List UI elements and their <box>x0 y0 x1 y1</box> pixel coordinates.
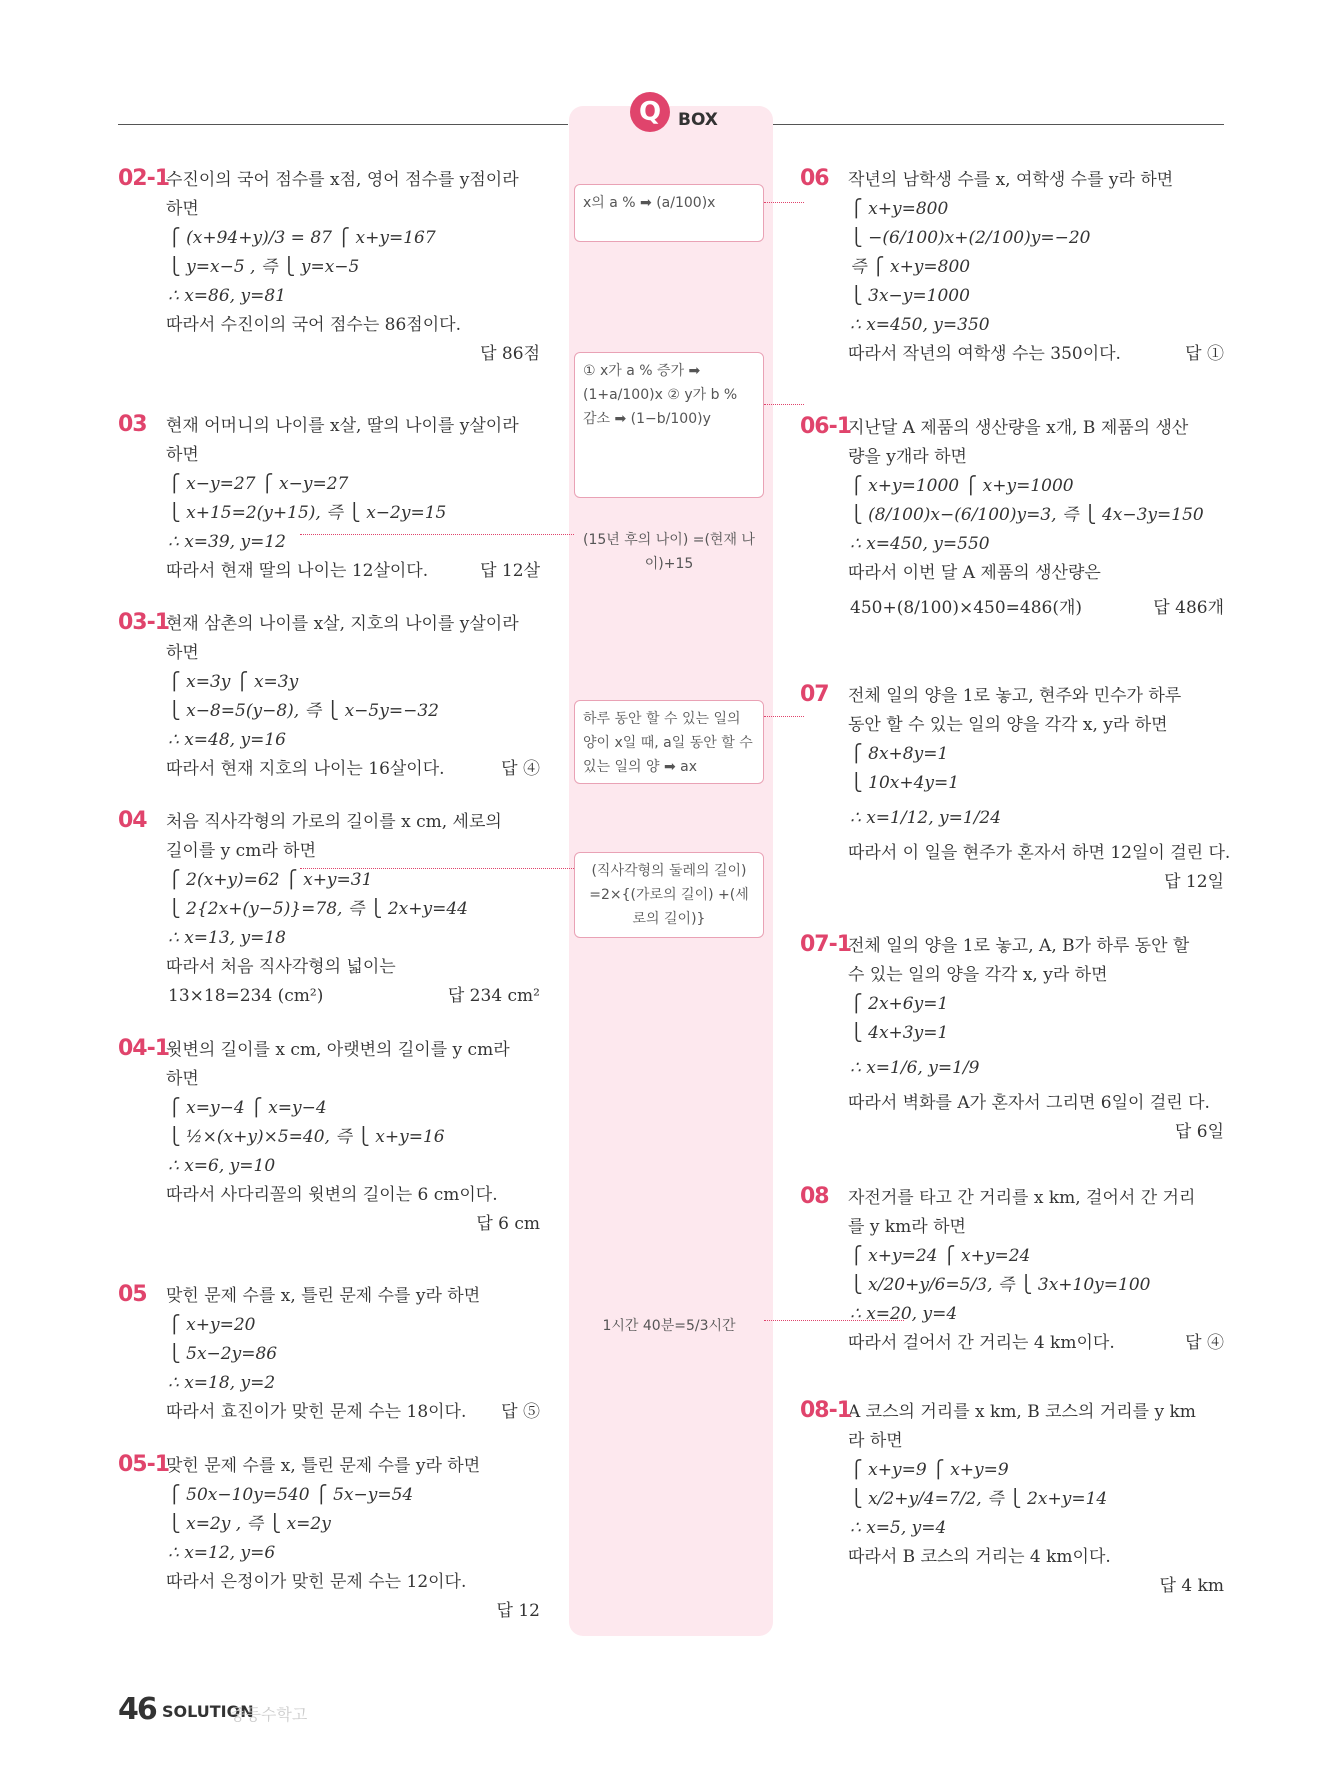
problem-number: 06-1 <box>800 414 852 439</box>
problem-number: 04 <box>118 808 147 833</box>
note-rectangle: (직사각형의 둘레의 길이) =2×{(가로의 길이) +(세로의 길이)} <box>574 852 764 938</box>
conclusion: 따라서 이번 달 A 제품의 생산량은 <box>848 563 1101 583</box>
problem-02-1 <box>118 166 540 369</box>
stem-line: 전체 일의 양을 1로 놓고, A, B가 하루 동안 할 <box>848 936 1190 956</box>
equation-line: ⎧ 2x+6y=1 <box>850 994 949 1014</box>
connector-07 <box>764 716 804 717</box>
equation-line: ⎩ x/2+y/4=7/2, 즉 ⎩ 2x+y=14 <box>850 1489 1108 1509</box>
equation-line: ⎩ −(6/100)x+(2/100)y=−20 <box>850 228 1091 248</box>
solution-line: ∴ x=13, y=18 <box>168 928 286 948</box>
problem-05-1 <box>118 1452 540 1626</box>
conclusion: 따라서 은정이가 맞힌 문제 수는 12이다. <box>166 1572 467 1592</box>
equation-line: ⎧ 2(x+y)=62 ⎧ x+y=31 <box>168 870 373 890</box>
solution-line: ∴ x=450, y=550 <box>850 534 990 554</box>
problem-03 <box>118 412 540 586</box>
problem-number: 07-1 <box>800 932 852 957</box>
conclusion: 따라서 작년의 여학생 수는 350이다. <box>848 344 1121 364</box>
stem-line: 윗변의 길이를 x cm, 아랫변의 길이를 y cm라 <box>166 1040 510 1060</box>
area-calc: 13×18=234 (cm²) <box>168 986 324 1006</box>
stem-line: 현재 어머니의 나이를 x살, 딸의 나이를 y살이라 <box>166 416 519 436</box>
equation-line: ⎩ x=2y , 즉 ⎩ x=2y <box>168 1514 331 1534</box>
problem-04 <box>118 808 540 1011</box>
solution-line: ∴ x=20, y=4 <box>850 1304 958 1324</box>
conclusion: 따라서 사다리꼴의 윗변의 길이는 6 cm이다. <box>166 1185 498 1205</box>
stem-line: 동안 할 수 있는 일의 양을 각각 x, y라 하면 <box>848 715 1168 735</box>
equation-line: ⎩ ½×(x+y)×5=40, 즉 ⎩ x+y=16 <box>168 1127 445 1147</box>
conclusion: 따라서 현재 딸의 나이는 12살이다. <box>166 561 429 581</box>
conclusion: 따라서 현재 지호의 나이는 16살이다. <box>166 759 445 779</box>
answer: 답 ⑤ <box>501 1402 540 1422</box>
solution-line: ∴ x=86, y=81 <box>168 286 286 306</box>
equation-line: ⎩ 5x−2y=86 <box>168 1344 278 1364</box>
equation-line: ⎧ 8x+8y=1 <box>850 744 949 764</box>
answer: 답 6일 <box>1174 1122 1224 1142</box>
equation-line: 즉 ⎧ x+y=800 <box>850 257 971 277</box>
conclusion: 따라서 수진이의 국어 점수는 86점이다. <box>166 315 461 335</box>
problem-06 <box>800 166 1224 369</box>
footer-label: SOLUTION <box>162 1702 254 1721</box>
connector-06-1 <box>764 404 804 405</box>
solution-line: ∴ x=18, y=2 <box>168 1373 276 1393</box>
conclusion: 따라서 걸어서 간 거리는 4 km이다. <box>848 1333 1115 1353</box>
problem-08 <box>800 1184 1224 1358</box>
equation-line: ⎧ x−y=27 ⎧ x−y=27 <box>168 474 349 494</box>
problem-05 <box>118 1282 540 1427</box>
problem-07-1 <box>800 932 1224 1147</box>
connector-06 <box>764 202 804 203</box>
stem-line: 자전거를 타고 간 거리를 x km, 걸어서 간 거리 <box>848 1188 1196 1208</box>
footer-sub-label: 중등수학고 <box>230 1705 308 1724</box>
stem-line: 수 있는 일의 양을 각각 x, y라 하면 <box>848 965 1108 985</box>
answer: 답 4 km <box>1159 1576 1224 1596</box>
stem-line: 전체 일의 양을 1로 놓고, 현주와 민수가 하루 <box>848 686 1182 706</box>
stem-line: 현재 삼촌의 나이를 x살, 지호의 나이를 y살이라 <box>166 614 519 634</box>
equation-line: ⎩ (8/100)x−(6/100)y=3, 즉 ⎩ 4x−3y=150 <box>850 505 1204 525</box>
equation-line: ⎧ (x+94+y)/3 = 87 ⎧ x+y=167 <box>168 228 436 248</box>
problem-06-1 <box>800 414 1224 623</box>
stem-line: 를 y km라 하면 <box>848 1217 966 1237</box>
note-time: 1시간 40분=5/3시간 <box>602 1318 736 1334</box>
problem-number: 03-1 <box>118 610 170 635</box>
conclusion: 따라서 B 코스의 거리는 4 km이다. <box>848 1547 1111 1567</box>
equation-line: ⎧ 50x−10y=540 ⎧ 5x−y=54 <box>168 1485 414 1505</box>
equation-line: ⎩ 2{2x+(y−5)}=78, 즉 ⎩ 2x+y=44 <box>168 899 468 919</box>
solution-line: ∴ x=1/6, y=1/9 <box>850 1058 980 1078</box>
solution-line: ∴ x=5, y=4 <box>850 1518 947 1538</box>
conclusion: 따라서 효진이가 맞힌 문제 수는 18이다. <box>166 1402 467 1422</box>
problem-number: 05-1 <box>118 1452 170 1477</box>
conclusion: 따라서 이 일을 현주가 혼자서 하면 12일이 걸린 다. <box>848 843 1231 863</box>
answer: 답 ④ <box>501 759 540 779</box>
problem-04-1 <box>118 1036 540 1239</box>
answer: 답 86점 <box>480 344 540 364</box>
note-age: (15년 후의 나이) =(현재 나이)+15 <box>583 532 755 572</box>
solution-line: ∴ x=39, y=12 <box>168 532 286 552</box>
stem-line: 길이를 y cm라 하면 <box>166 841 316 861</box>
answer: 답 12살 <box>480 561 540 581</box>
stem-line: 지난달 A 제품의 생산량을 x개, B 제품의 생산 <box>848 418 1189 438</box>
stem-line: 맞힌 문제 수를 x, 틀린 문제 수를 y라 하면 <box>166 1286 481 1306</box>
equation-line: ⎧ x+y=24 ⎧ x+y=24 <box>850 1246 1031 1266</box>
equation-line: ⎧ x=y−4 ⎧ x=y−4 <box>168 1098 327 1118</box>
solution-line: ∴ x=450, y=350 <box>850 315 990 335</box>
answer: 답 6 cm <box>476 1214 540 1234</box>
solution-line: ∴ x=1/12, y=1/24 <box>850 808 1002 828</box>
problem-number: 06 <box>800 166 829 191</box>
equation-line: ⎩ 10x+4y=1 <box>850 773 960 793</box>
stem-line: A 코스의 거리를 x km, B 코스의 거리를 y km <box>848 1402 1196 1422</box>
problem-number: 05 <box>118 1282 147 1307</box>
problem-07 <box>800 682 1231 897</box>
problem-08-1 <box>800 1398 1224 1601</box>
note-work: 하루 동안 할 수 있는 일의 양이 x일 때, a일 동안 할 수 있는 일의 양 ➡ ax <box>574 700 764 784</box>
answer: 답 ① <box>1185 344 1224 364</box>
stem-line: 하면 <box>166 1069 199 1089</box>
problem-number: 04-1 <box>118 1036 170 1061</box>
equation-line: ⎩ x−8=5(y−8), 즉 ⎩ x−5y=−32 <box>168 701 439 721</box>
equation-line: ⎩ x/20+y/6=5/3, 즉 ⎩ 3x+10y=100 <box>850 1275 1151 1295</box>
solution-line: ∴ x=12, y=6 <box>168 1543 276 1563</box>
stem-line: 하면 <box>166 643 199 663</box>
stem-line: 맞힌 문제 수를 x, 틀린 문제 수를 y라 하면 <box>166 1456 481 1476</box>
page-number: 46 <box>118 1692 156 1727</box>
answer: 답 486개 <box>1153 598 1224 618</box>
problem-number: 08-1 <box>800 1398 852 1423</box>
problem-number: 02-1 <box>118 166 170 191</box>
equation-line: ⎧ x+y=1000 ⎧ x+y=1000 <box>850 476 1074 496</box>
equation-line: ⎩ x+15=2(y+15), 즉 ⎩ x−2y=15 <box>168 503 447 523</box>
production-calc: 450+(8/100)×450=486(개) <box>850 598 1083 618</box>
problem-number: 08 <box>800 1184 829 1209</box>
equation-line: ⎩ 4x+3y=1 <box>850 1023 949 1043</box>
stem-line: 작년의 남학생 수를 x, 여학생 수를 y라 하면 <box>848 170 1174 190</box>
header-rule-right <box>772 124 1224 125</box>
conclusion: 따라서 처음 직사각형의 넓이는 <box>166 957 396 977</box>
stem-line: 하면 <box>166 445 199 465</box>
conclusion: 따라서 벽화를 A가 혼자서 그리면 6일이 걸린 다. <box>848 1093 1210 1113</box>
equation-line: ⎩ y=x−5 , 즉 ⎩ y=x−5 <box>168 257 360 277</box>
header-rule-left <box>118 124 568 125</box>
equation-line: ⎩ 3x−y=1000 <box>850 286 970 306</box>
note-percent: x의 a % ➡ (a/100)x <box>574 184 764 242</box>
answer: 답 12 <box>496 1601 540 1621</box>
stem-line: 하면 <box>166 199 199 219</box>
problem-number: 03 <box>118 412 147 437</box>
box-label: BOX <box>678 110 718 130</box>
answer: 답 ④ <box>1185 1333 1224 1353</box>
note-increase-decrease: ① x가 a % 증가 ➡ (1+a/100)x ② y가 b % 감소 ➡ (1−b/100)y <box>574 352 764 498</box>
equation-line: ⎧ x+y=20 <box>168 1315 256 1335</box>
stem-line: 량을 y개라 하면 <box>848 447 967 467</box>
problem-03-1 <box>118 610 540 784</box>
solution-line: ∴ x=48, y=16 <box>168 730 286 750</box>
stem-line: 수진이의 국어 점수를 x점, 영어 점수를 y점이라 <box>166 170 519 190</box>
solution-line: ∴ x=6, y=10 <box>168 1156 276 1176</box>
equation-line: ⎧ x+y=800 <box>850 199 949 219</box>
equation-line: ⎧ x=3y ⎧ x=3y <box>168 672 299 692</box>
answer: 답 12일 <box>1164 872 1224 892</box>
stem-line: 라 하면 <box>848 1431 903 1451</box>
q-logo-icon: Q <box>630 92 670 132</box>
answer: 답 234 cm² <box>447 986 540 1006</box>
stem-line: 처음 직사각형의 가로의 길이를 x cm, 세로의 <box>166 812 502 832</box>
problem-number: 07 <box>800 682 829 707</box>
equation-line: ⎧ x+y=9 ⎧ x+y=9 <box>850 1460 1009 1480</box>
